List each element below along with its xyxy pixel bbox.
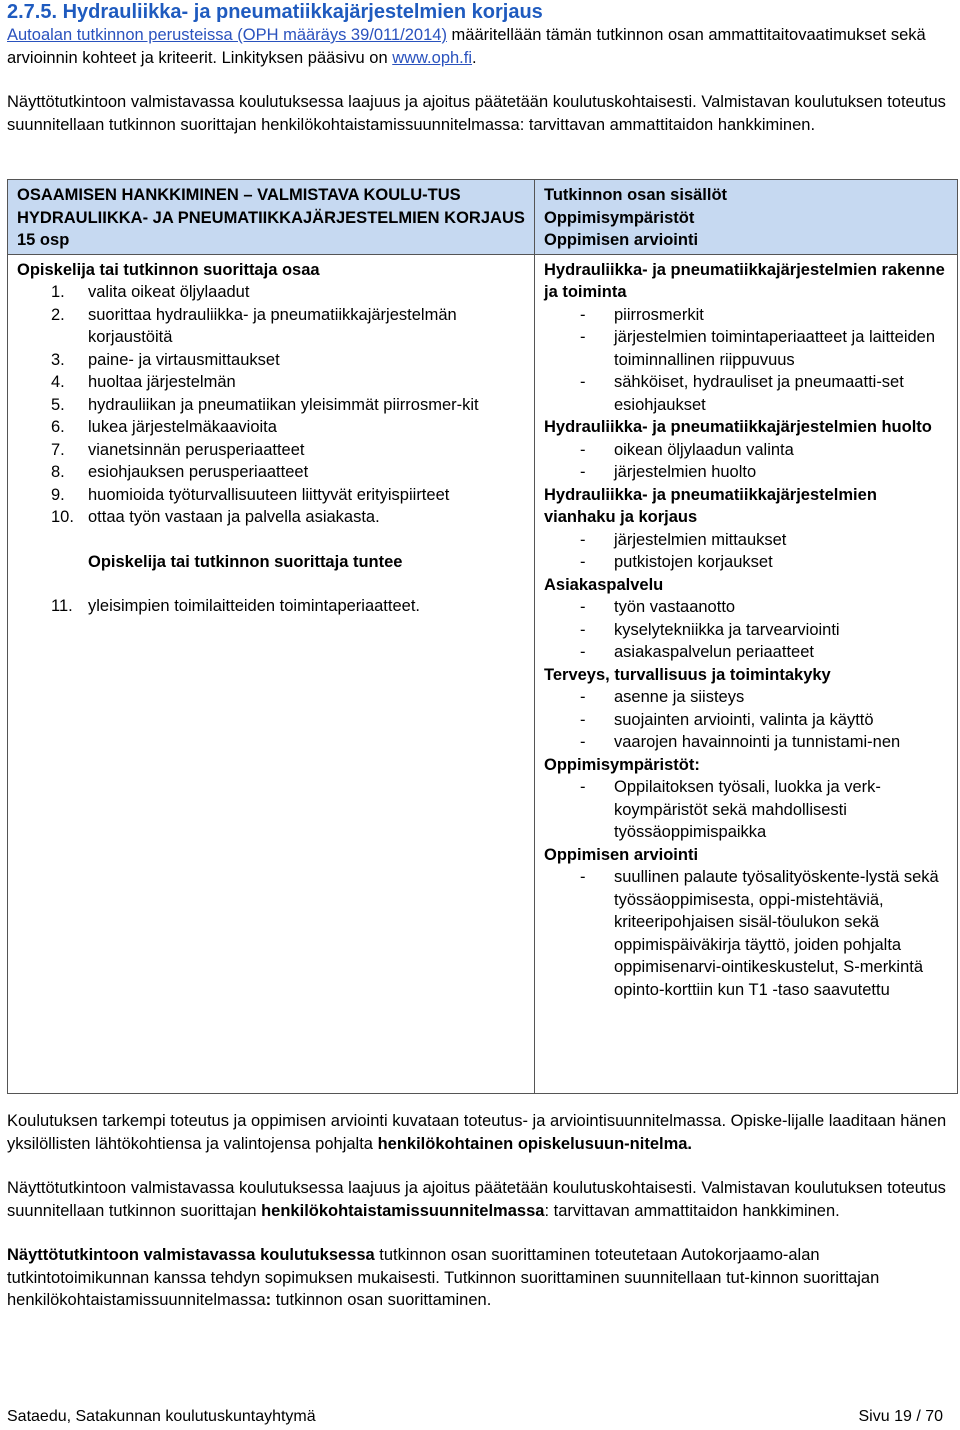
content-section-title: Hydrauliikka- ja pneumatiikkajärjestelmien vianhaku ja korjaus (544, 485, 877, 526)
content-section-title: Oppimisen arviointi (544, 845, 699, 864)
impl-text: Koulutuksen tarkempi toteutus ja oppimisen arviointi kuvataan toteutus- ja arviointisuunnitelmassa. Opiske-lijalle laaditaan hänen yksilöllisten lähtökohtiensa ja valintojensa pohjalta (7, 1112, 947, 1153)
list-item-number: 3. (51, 350, 65, 369)
content-item (544, 371, 948, 416)
list-item-number: 6. (51, 418, 65, 436)
list-item-number: 9. (51, 485, 65, 504)
knows-subhead: Opiskelija tai tutkinnon suorittaja tuntee (88, 552, 403, 571)
intro-text: määritellään tämän tutkinnon osan ammattitaitovaatimukset sekä arvioinnin kohteet ja kriteerit. Linkityksen pääsivu on (7, 26, 926, 67)
content-item-text: sähköiset, hydrauliset ja pneumaatti-set esiohjaukset (614, 373, 904, 414)
content-item-text: työn vastaanotto (614, 598, 736, 616)
list-item (17, 281, 525, 304)
dash-bullet: - (580, 868, 586, 886)
dash-bullet: - (580, 305, 586, 324)
dash-bullet: - (580, 733, 586, 751)
list-item-number: 2. (51, 305, 65, 324)
section-heading: 2.7.5. Hydrauliikka- ja pneumatiikkajärjestelmien korjaus (7, 1, 543, 23)
right-header-line-3: Oppimisen arviointi (544, 231, 699, 249)
dash-bullet: - (580, 643, 586, 661)
dash-bullet: - (580, 463, 586, 481)
content-item (544, 326, 948, 371)
list-item (17, 304, 525, 349)
contents-cell (535, 254, 958, 1093)
list-item-text: ottaa työn vastaan ja palvella asiakasta. (88, 508, 380, 526)
content-section-title: Oppimisympäristöt: (544, 755, 700, 774)
content-section-list (544, 529, 948, 574)
list-item-text: vianetsinnän perusperiaatteet (88, 440, 305, 459)
completion-paragraph (7, 1244, 947, 1312)
content-item (544, 686, 948, 709)
content-item-text: järjestelmien huolto (614, 463, 757, 481)
list-item-number: 5. (51, 395, 65, 414)
dash-bullet: - (580, 530, 586, 549)
list-item (17, 394, 525, 417)
comp-bold: Näyttötutkintoon valmistavassa koulutuksessa (7, 1246, 375, 1264)
skills-list (17, 281, 525, 529)
knows-list (17, 595, 525, 618)
content-item-text: suullinen palaute työsalityöskente-lystä sekä työssäoppimisesta, oppi-mistehtäviä, kriteeripohjaisen sisäl-töulukon sekä oppimispäiväkirja täyttö, joiden pohjalta oppimisenarvi-ointikeskustelut, S-merkintä opinto-korttiin kun T1 -taso saavutettu (614, 868, 939, 999)
list-item (17, 506, 525, 529)
list-item-number: 7. (51, 440, 65, 459)
list-item-text: huomioida työturvallisuuteen liittyvät erityispiirteet (88, 485, 450, 504)
list-item-text: esiohjauksen perusperiaatteet (88, 463, 309, 481)
list-item-number: 11. (51, 597, 73, 615)
content-item (544, 619, 948, 642)
list-item (17, 371, 525, 394)
content-item-text: putkistojen korjaukset (614, 553, 773, 571)
content-item-text: Oppilaitoksen työsali, luokka ja verk-koympäristöt sekä mahdollisesti työssäoppimispaikka (614, 778, 881, 841)
list-item-number: 8. (51, 463, 65, 481)
list-item (17, 595, 525, 618)
intro-end: . (472, 48, 477, 67)
intro-paragraph (7, 24, 953, 69)
comp-text: tutkinnon osan suorittaminen toteutetaan Autokorjaamo-alan tutkintotoimikunnan kanssa tehdyn sopimuksen mukaisesti. Tutkinnon suorittaminen suunnitellaan tut-kinnon suorittajan henkilökohtaistamissuunnitelmassa (7, 1246, 880, 1309)
preparation-paragraph (7, 1177, 947, 1222)
content-item-text: järjestelmien toimintaperiaatteet ja laitteiden toiminnallinen riippuvuus (614, 328, 936, 369)
right-header-cell (535, 180, 958, 255)
list-item-number: 4. (51, 373, 65, 391)
content-section-list (544, 686, 948, 754)
left-header-line-1: OSAAMISEN HANKKIMINEN – VALMISTAVA KOULU-TUS (17, 186, 461, 204)
skills-cell (8, 254, 535, 1093)
dash-bullet: - (580, 440, 586, 459)
content-item (544, 641, 948, 664)
dash-bullet: - (580, 778, 586, 796)
right-header-line-1: Tutkinnon osan sisällöt (544, 186, 728, 204)
competence-table (7, 179, 958, 1094)
footer-organization: Sataedu, Satakunnan koulutuskuntayhtymä (7, 1408, 316, 1425)
content-item (544, 731, 948, 754)
content-section-list (544, 776, 948, 844)
content-item-text: piirrosmerkit (614, 305, 704, 324)
dash-bullet: - (580, 710, 586, 729)
list-item-text: yleisimpien toimilaitteiden toimintaperiaatteet. (88, 597, 420, 615)
prep-end: : tarvittavan ammattitaidon hankkiminen. (544, 1201, 840, 1220)
dash-bullet: - (580, 688, 586, 706)
content-item-text: suojainten arviointi, valinta ja käyttö (614, 710, 874, 729)
dash-bullet: - (580, 620, 586, 639)
list-item (17, 416, 525, 439)
left-header-line-2: HYDRAULIIKKA- JA PNEUMATIIKKAJÄRJESTELMIEN KORJAUS 15 osp (17, 208, 525, 249)
prep-text: Näyttötutkintoon valmistavassa koulutuksessa laajuus ja ajoitus päätetään koulutuskohtaisesti. Valmistavan koulutuksen toteutus suunnitellaan tutkinnon suorittajan (7, 1179, 946, 1220)
list-item-number: 1. (51, 283, 65, 301)
content-item (544, 596, 948, 619)
content-item (544, 461, 948, 484)
content-item (544, 439, 948, 462)
comp-colon: : (265, 1291, 272, 1309)
scope-paragraph: Näyttötutkintoon valmistavassa koulutuksessa laajuus ja ajoitus päätetään koulutuskohtaisesti. Valmistavan koulutuksen toteutus suunnitellaan tutkinnon suorittajan henkilökohtaistamissuunnitelmassa: tarvittavan ammattitaidon hankkiminen. (7, 93, 946, 134)
list-item (17, 461, 525, 484)
left-header-cell (8, 180, 535, 255)
list-item-text: paine- ja virtausmittaukset (88, 350, 280, 369)
list-item (17, 349, 525, 372)
content-item-text: vaarojen havainnointi ja tunnistami-nen (614, 733, 901, 751)
content-item-text: järjestelmien mittaukset (614, 530, 787, 549)
list-item-number: 10. (51, 508, 74, 526)
content-section-title: Hydrauliikka- ja pneumatiikkajärjestelmien huolto (544, 418, 932, 436)
list-item-text: valita oikeat öljylaadut (88, 283, 250, 301)
content-item (544, 866, 948, 1001)
list-item-text: hydrauliikan ja pneumatiikan yleisimmät piirrosmer-kit (88, 395, 479, 414)
content-item-text: asiakaspalvelun periaatteet (614, 643, 814, 661)
page-footer (7, 1406, 943, 1429)
content-item (544, 529, 948, 552)
content-section-list (544, 596, 948, 664)
implementation-paragraph (7, 1110, 947, 1155)
content-item-text: asenne ja siisteys (614, 688, 745, 706)
oph-site-link[interactable]: www.oph.fi (392, 48, 473, 67)
right-header-line-2: Oppimisympäristöt (544, 208, 695, 227)
list-item-text: lukea järjestelmäkaavioita (88, 418, 277, 436)
list-item (17, 484, 525, 507)
content-item (544, 776, 948, 844)
content-item-text: oikean öljylaadun valinta (614, 440, 794, 459)
curriculum-link[interactable]: Autoalan tutkinnon perusteissa (OPH määräys 39/011/2014) (7, 26, 447, 44)
content-section-title: Terveys, turvallisuus ja toimintakyky (544, 665, 831, 684)
dash-bullet: - (580, 373, 586, 391)
content-item-text: kyselytekniikka ja tarvearviointi (614, 620, 840, 639)
content-section-list (544, 866, 948, 1001)
impl-bold: henkilökohtainen opiskelusuun-nitelma. (377, 1134, 693, 1153)
content-section-list (544, 439, 948, 484)
comp-end: tutkinnon osan suorittaminen. (271, 1291, 492, 1309)
content-section-list (544, 304, 948, 417)
list-item (17, 439, 525, 462)
list-item-text: huoltaa järjestelmän (88, 373, 236, 391)
content-item (544, 304, 948, 327)
document-page (7, 0, 953, 136)
list-item-text: suorittaa hydrauliikka- ja pneumatiikkajärjestelmän korjaustöitä (88, 305, 457, 346)
prep-bold: henkilökohtaistamissuunnitelmassa (261, 1201, 545, 1220)
content-item (544, 709, 948, 732)
skills-subhead: Opiskelija tai tutkinnon suorittaja osaa (17, 260, 320, 279)
content-item (544, 551, 948, 574)
content-section-title: Hydrauliikka- ja pneumatiikkajärjestelmien rakenne ja toiminta (544, 260, 945, 301)
after-table-text (7, 1110, 947, 1312)
footer-page-number: Sivu 19 / 70 (858, 1408, 943, 1425)
dash-bullet: - (580, 598, 586, 616)
dash-bullet: - (580, 553, 586, 571)
dash-bullet: - (580, 328, 586, 346)
content-section-title: Asiakaspalvelu (544, 575, 664, 594)
